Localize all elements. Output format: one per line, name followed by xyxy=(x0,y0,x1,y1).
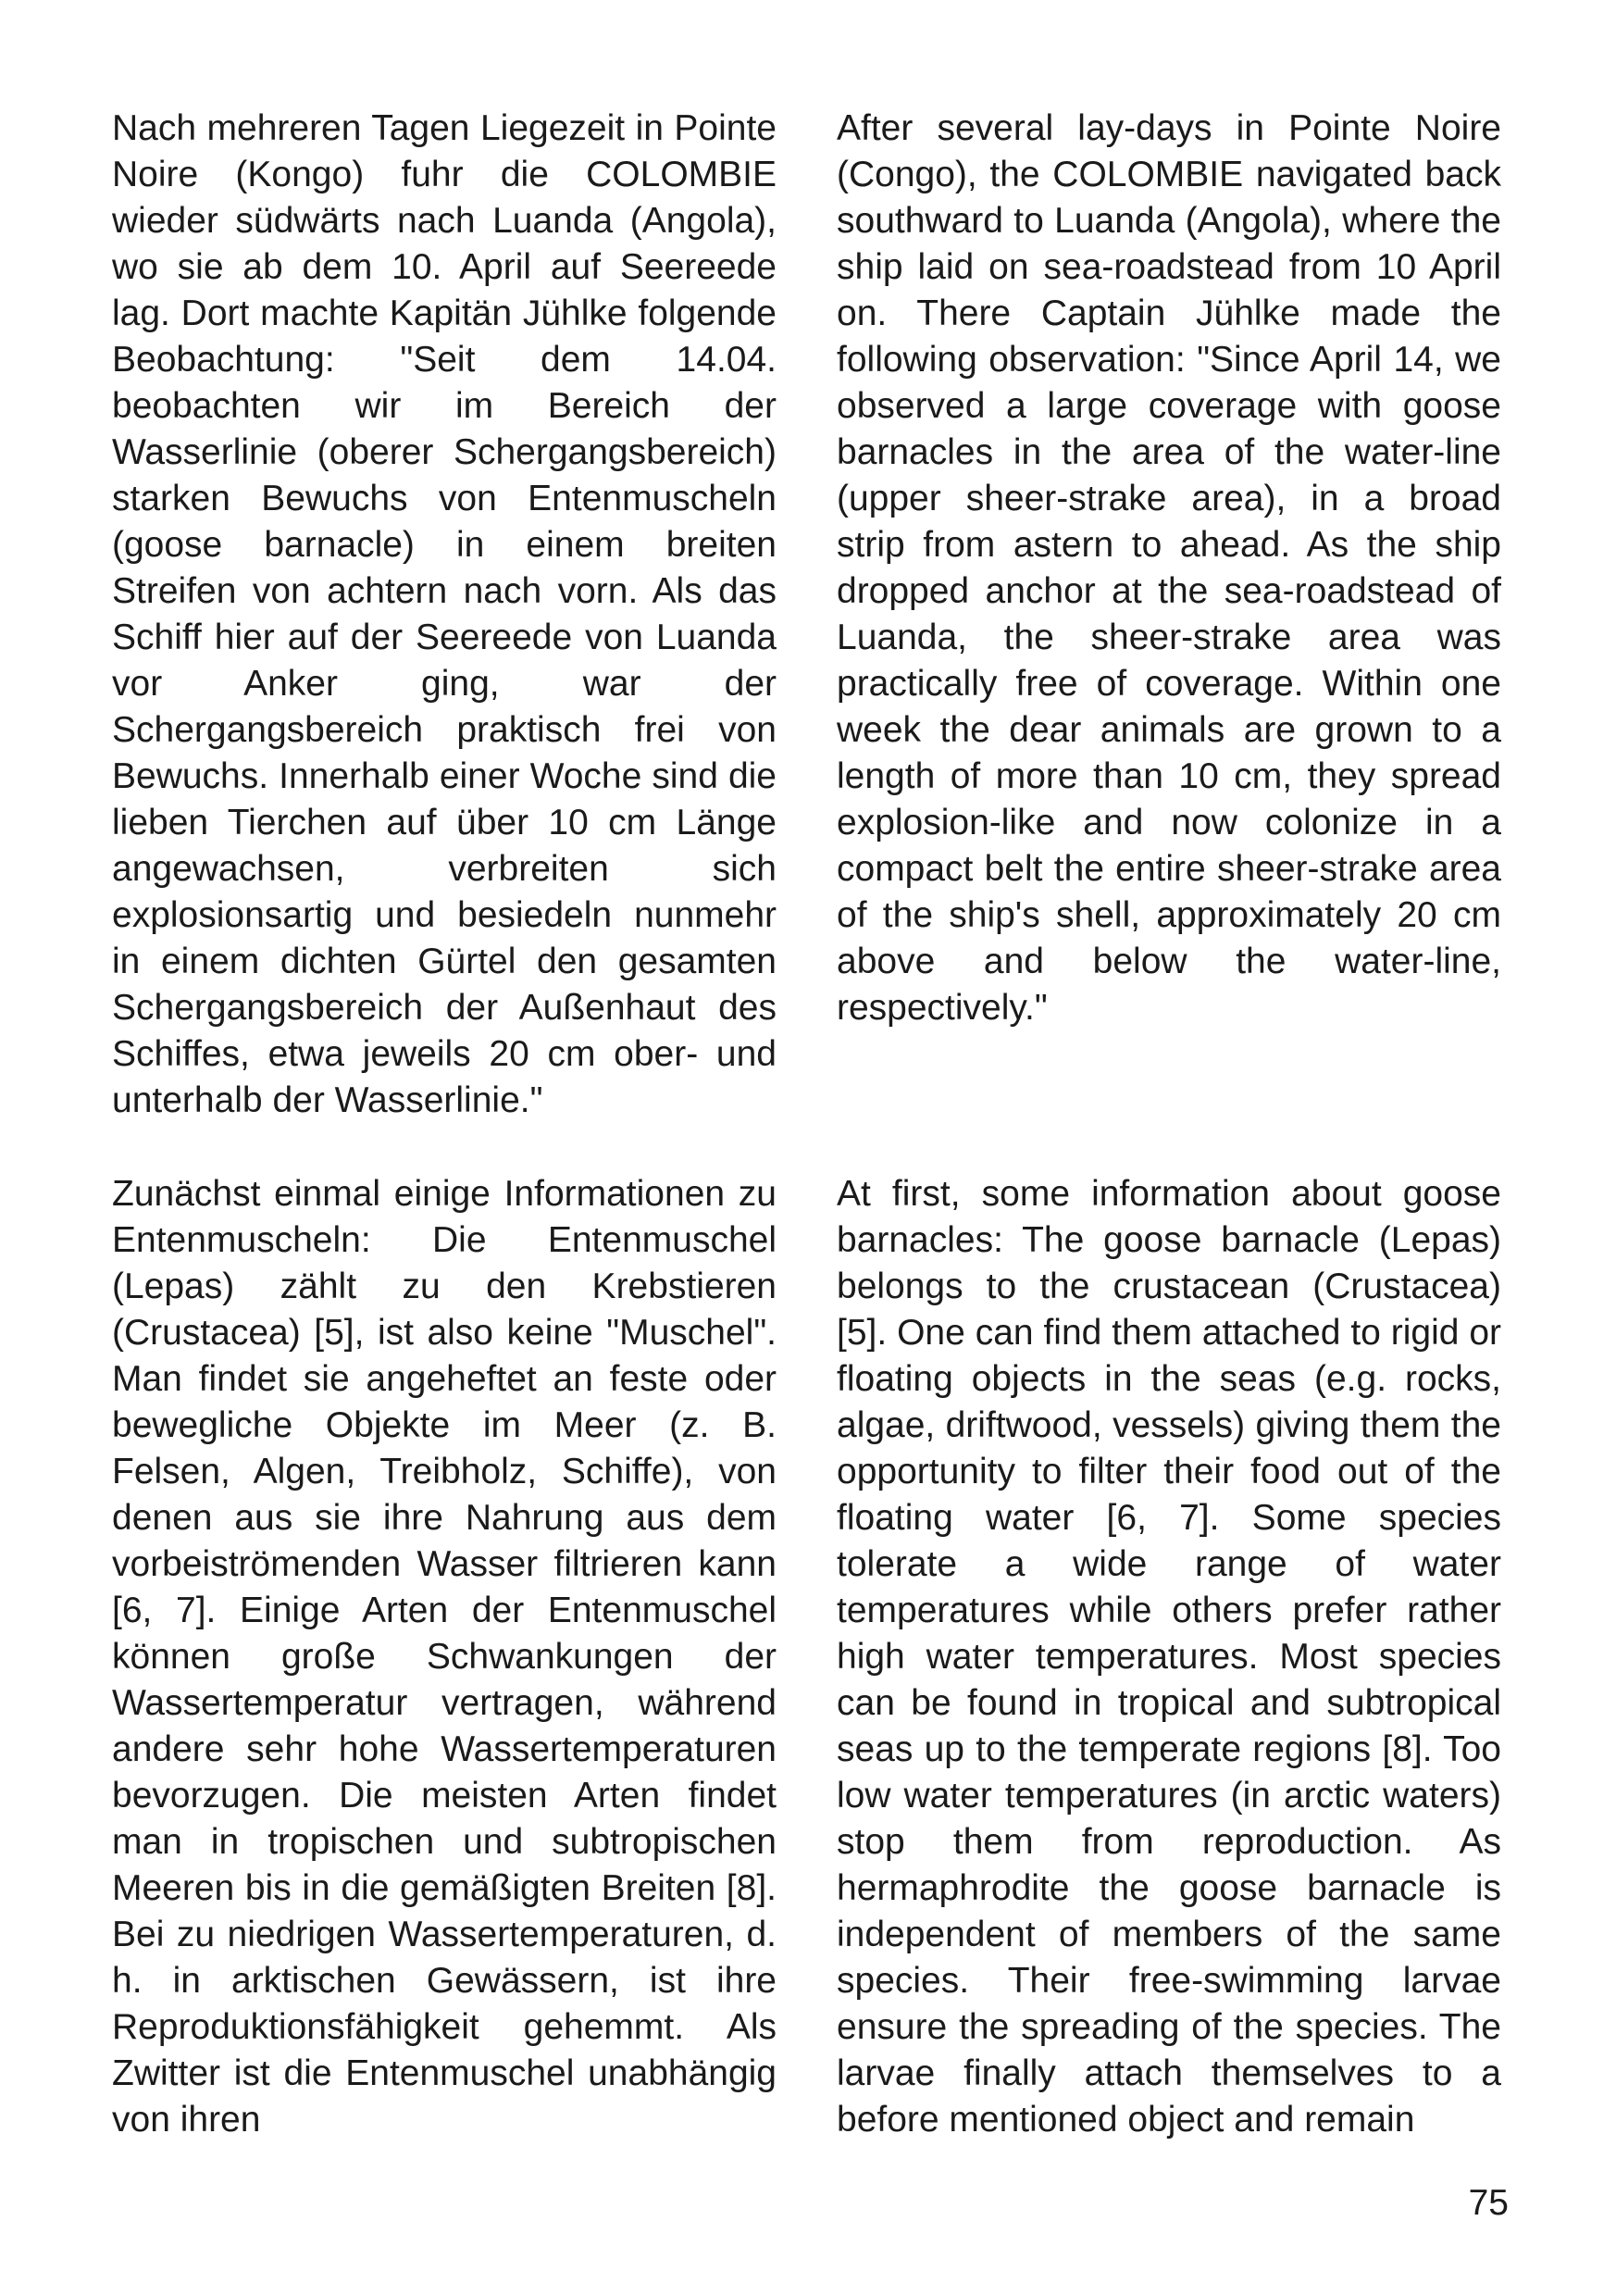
german-paragraph-1 xyxy=(112,106,777,1124)
paragraph-text: Nach mehreren Tagen Liegezeit in Pointe Noire (Kongo) fuhr die COLOMBIE wieder südwärts nach Luanda (Angola), wo sie ab dem 10. April auf Seereede lag. Dort machte Kapitän Jühlke folgende Beobachtung: "Seit dem 14.04. beobachten wir im Bereich der Wasserlinie (oberer Schergangsbereich) starken Bewuchs von Entenmuscheln (goose barnacle) in einem breiten Streifen von achtern nach vorn. Als das Schiff hier auf der Seereede von Luanda vor Anker ging, war der Schergangsbereich praktisch frei von Bewuchs. Innerhalb einer Woche sind die lieben Tierchen auf über 10 cm Länge angewachsen, verbreiten sich explosionsartig und besiedeln nunmehr in einem dichten Gürtel den gesamten Schergangsbereich der Außenhaut des Schiffes, etwa jeweils 20 cm ober- und unterhalb der Wasserlinie." xyxy=(112,108,777,1120)
paragraph-text: Zunächst einmal einige Informationen zu Entenmuscheln: Die Entenmuschel (Lepas) zählt zu den Krebstieren (Crustacea) [5], ist also keine "Muschel". Man findet sie angeheftet an feste oder bewegliche Objekte im Meer (z. B. Felsen, Algen, Treibholz, Schiffe), von denen aus sie ihre Nahrung aus dem vorbeiströmenden Wasser filtrieren kann [6, 7]. Einige Arten der Entenmuschel können große Schwankungen der Wassertemperatur vertragen, während andere sehr hohe Wassertemperaturen bevorzugen. Die meisten Arten findet man in tropischen und subtropischen Meeren bis in die gemäßigten Breiten [8]. Bei zu niedrigen Wassertemperaturen, d. h. in arktischen Gewässern, ist ihre Reproduktionsfähigkeit gehemmt. Als Zwitter ist die Entenmuschel unabhängig von ihren xyxy=(112,1174,777,2140)
english-paragraph-1 xyxy=(837,106,1501,1031)
paragraph-text: At first, some information about goose barnacles: The goose barnacle (Lepas) belongs to the crustacean (Crustacea) [5]. One can find them attached to rigid or floating objects in the seas (e.g. rocks, algae, driftwood, vessels) giving them the opportunity to filter their food out of the floating water [6, 7]. Some species tolerate a wide range of water temperatures while others prefer rather high water temperatures. Most species can be found in tropical and subtropical seas up to the temperate regions [8]. Too low water temperatures (in arctic waters) stop them from reproduction. As hermaphrodite the goose barnacle is independent of members of the same species. Their free-swimming larvae ensure the spreading of the species. The larvae finally attach themselves to a before mentioned object and remain xyxy=(837,1174,1501,2140)
english-paragraph-2 xyxy=(837,1171,1501,2143)
paragraph-text: After several lay-days in Pointe Noire (Congo), the COLOMBIE navigated back southward to Luanda (Angola), where the ship laid on sea-roadstead from 10 April on. There Captain Jühlke made the following observation: "Since April 14, we observed a large coverage with goose barnacles in the area of the water-line (upper sheer-strake area), in a broad strip from astern to ahead. As the ship dropped anchor at the sea-roadstead of Luanda, the sheer-strake area was practically free of coverage. Within one week the dear animals are grown to a length of more than 10 cm, they spread explosion-like and now colonize in a compact belt the entire sheer-strake area of the ship's shell, approximately 20 cm above and below the water-line, respectively." xyxy=(837,108,1501,1028)
german-paragraph-2 xyxy=(112,1171,777,2143)
page-number: 75 xyxy=(1468,2183,1509,2223)
